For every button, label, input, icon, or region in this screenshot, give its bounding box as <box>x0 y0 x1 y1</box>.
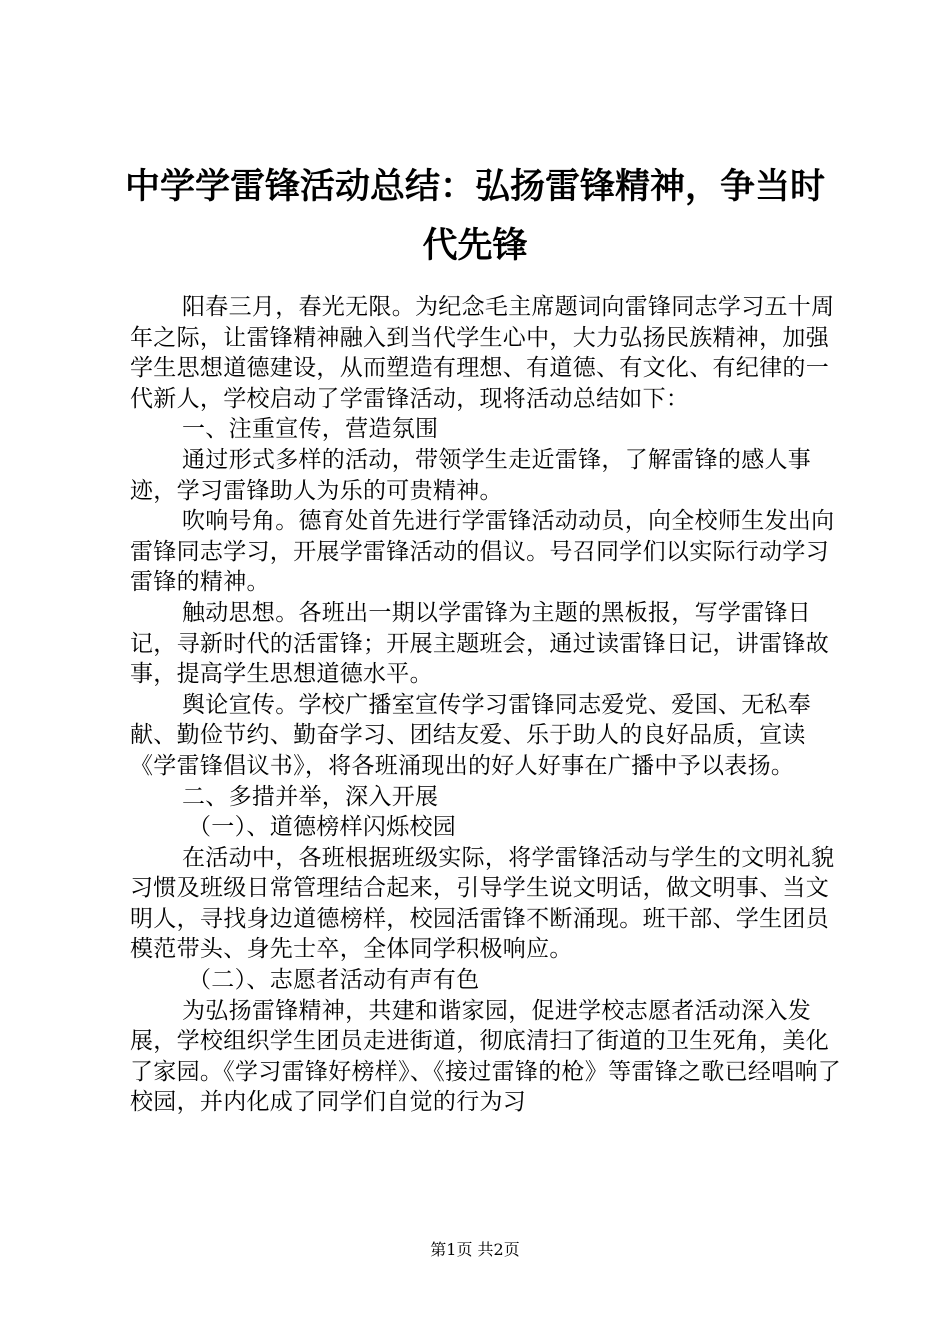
paragraph: 舆论宣传。学校广播室宣传学习雷锋同志爱党、爱国、无私奉献、勤俭节约、勤奋学习、团结友爱、乐于助人的良好品质，宣读《学雷锋倡议书》，将各班涌现出的好人好事在广播中予以表扬。 <box>130 691 812 779</box>
page-number-footer: 第1页 共2页 <box>430 1240 520 1259</box>
section-heading-1: 一、注重宣传，营造氛围 <box>182 416 439 443</box>
section-heading-2: 二、多措并举，深入开展 <box>182 783 439 810</box>
document-title <box>120 158 830 276</box>
paragraph-intro: 阳春三月，春光无限。为纪念毛主席题词向雷锋同志学习五十周年之际，让雷锋精神融入到当代学生心中，大力弘扬民族精神，加强学生思想道德建设，从而塑造有理想、有道德、有文化、有纪律的一代新人，学校启动了学雷锋活动，现将活动总结如下： <box>130 294 835 412</box>
document-body <box>130 292 850 1118</box>
subsection-heading-1: （一）、道德榜样闪烁校园 <box>188 814 457 841</box>
paragraph: 在活动中，各班根据班级实际，将学雷锋活动与学生的文明礼貌习惯及班级日常管理结合起来，引导学生说文明话，做文明事、当文明人，寻找身边道德榜样，校园活雷锋不断涌现。班干部、学生团员模范带头、身先士卒，全体同学积极响应。 <box>130 844 835 963</box>
subsection-heading-2: （二）、志愿者活动有声有色 <box>188 967 480 994</box>
title-line-2: 代先锋 <box>422 226 528 266</box>
paragraph: 为弘扬雷锋精神，共建和谐家园，促进学校志愿者活动深入发展，学校组织学生团员走进街道，彻底清扫了街道的卫生死角，美化了家园。《学习雷锋好榜样》、《接过雷锋的枪》等雷锋之歌已经唱响了校园，并内化成了同学们自觉的行为习 <box>130 997 842 1116</box>
paragraph: 通过形式多样的活动，带领学生走近雷锋，了解雷锋的感人事迹，学习雷锋助人为乐的可贵精神。 <box>130 446 812 504</box>
paragraph: 吹响号角。德育处首先进行学雷锋活动动员，向全校师生发出向雷锋同志学习，开展学雷锋活动的倡议。号召同学们以实际行动学习雷锋的精神。 <box>130 508 835 596</box>
paragraph: 触动思想。各班出一期以学雷锋为主题的黑板报，写学雷锋日记，寻新时代的活雷锋；开展主题班会，通过读雷锋日记，讲雷锋故事，提高学生思想道德水平。 <box>130 599 829 688</box>
title-line-1: 中学学雷锋活动总结：弘扬雷锋精神，争当时 <box>124 167 825 207</box>
